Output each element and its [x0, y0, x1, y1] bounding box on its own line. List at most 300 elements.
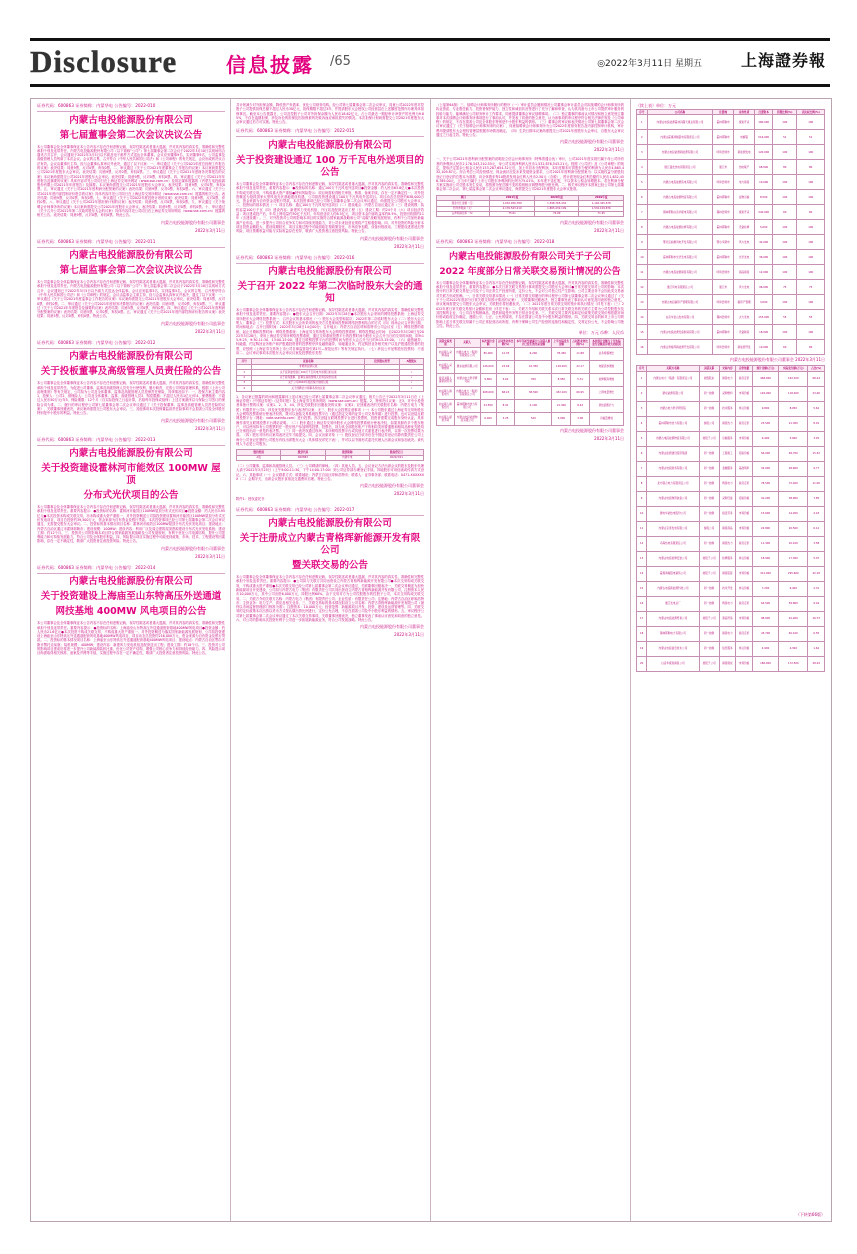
cell-stock-code: 600863 [281, 455, 325, 460]
cell-party: 白音华煤炭销售公司 [647, 656, 699, 671]
cell-content: 信息服务 [719, 641, 736, 656]
cell-voting: 60 [797, 340, 825, 355]
th-actual: 实际发生额(万元) [779, 366, 808, 371]
cell-estimate: 9,800 [752, 401, 778, 416]
masthead-rule-top [30, 38, 830, 41]
masthead-rule-bottom [30, 84, 830, 87]
cell-party: 霍煤鸿骏铝电销售公司 [647, 566, 699, 581]
cell-ratio: 8.91 [496, 399, 515, 412]
article-code-line: 证券代码：600863 证券简称：内蒙华电 公告编号：2022-010 [37, 103, 156, 108]
article-title-line-1: 内蒙古电投能源股份有限公司 [69, 448, 193, 460]
cell-actual: 295,600 [779, 566, 808, 581]
cell-voting: 100 [797, 115, 825, 130]
table-row [637, 130, 825, 145]
cell-v3: 71.95 [579, 211, 624, 216]
column-2 [236, 103, 424, 638]
cell-content: 购售电力 [719, 476, 736, 491]
cell-actual: 48,700 [779, 446, 808, 461]
cell-stake: 100 [773, 220, 797, 235]
article-signature: 内蒙古电投能源股份有限公司董事会 [360, 483, 424, 489]
th-record-date: 股权登记日 [369, 450, 423, 455]
cell-relation: 控股子公司 [699, 551, 719, 566]
cell-party: 内蒙古电投检修安装公司 [647, 551, 699, 566]
cell-voting: 100 [797, 265, 825, 280]
table-row [437, 211, 624, 216]
cell-ratio: 9.44 [808, 596, 825, 611]
cell-party: 霍林郭勒市热力有限公司 [647, 416, 699, 431]
cell-pricing: 招标价格 [736, 446, 753, 461]
article-signature: 内蒙古电投能源股份有限公司董事会 [360, 624, 424, 630]
cell-business: 热电联产 [734, 160, 755, 175]
cell-company: 通辽风电有限责任公司 [647, 280, 712, 295]
cell-no: 17 [637, 611, 647, 626]
cell-relation: 控股子公司 [699, 431, 719, 446]
article-title-line-2: 第七届监事会第二次会议决议公告 [59, 265, 203, 277]
article-body: 本公司董事会及全体董事保证本公告内容不存在任何虚假记载、误导性陈述或者重大遗漏，并对其内容的真实性、准确性和完整性承担个别及连带责任。重要内容提示：●投资标的名称：霍林河市能效区100MW屋顶分布式光伏项目●投资金额：约人民币3.95亿元●本次投资未构成关联交易，亦未构成重大资产重组一、对外投资概述公司拟投资建设霍林河市能效区100MW屋顶分布式光伏发电项目，项目总投资约39,500万元，资金来源为自有资金及银行贷款。本次投资事项已经公司第七届董事会第二次会议审议通过，无需提交股东大会审议。二、投资标的基本情况项目名称：霍林河市能效区100MW屋顶分布式光伏发电项目；建设地点：内蒙古自治区通辽市霍林郭勒市；建设规模：100MW；建设内容：利用厂区及周边建筑屋顶资源建设分布式光伏发电系统；建设工期：约12个月。三、投资对公司的影响本项目符合国家能源发展战略及公司发展规划，有利于优化公司电源结构，提升公司盈利能力和可持续发展能力，符合公司及全体股东利益。四、风险提示项目实施过程中可能受到政策、市场、技术、工程建设等因素影响，存在一定不确定性，敬请广大投资者注意投资风险。特此公告。 [37, 505, 225, 544]
table-row [637, 205, 825, 220]
cell-estimate: 6,400 [752, 431, 778, 446]
table-row [637, 325, 825, 340]
column-rule-1 [230, 99, 231, 1221]
cell-estimate: 126,000 [480, 360, 496, 373]
divider [37, 445, 225, 446]
cell-ytd: 38,500 [515, 386, 552, 399]
article-signature: 内蒙古电投能源股份有限公司董事会 [161, 219, 225, 225]
cell-no: 8 [637, 220, 648, 235]
cell-relation: 同一控制 [699, 641, 719, 656]
article-title-line-2: 关于投板董事及高级管理人员责任险的公告 [40, 366, 222, 378]
cell-stock-name: 内蒙华电 [325, 455, 369, 460]
cell-relation: 同一控制 [699, 446, 719, 461]
cell-a: √ [399, 386, 423, 391]
table-row [637, 190, 825, 205]
cell-relation: 控股子公司 [699, 566, 719, 581]
cell-capital: 180,000 [755, 115, 773, 130]
th-business: 业务性质 [734, 110, 755, 115]
cell-no: 1 [237, 370, 252, 375]
cell-no: 15 [637, 325, 648, 340]
cell-pricing: 协议价格 [736, 641, 753, 656]
cell-estimate: 18,900 [752, 551, 778, 566]
cell-estimate: 6,400 [480, 412, 496, 425]
cell-content: 销售煤炭 [719, 656, 736, 671]
cell-pricing: 协议价格 [736, 581, 753, 596]
cell-relation: 同一控制 [699, 536, 719, 551]
cell-actual: 6,400 [779, 581, 808, 596]
th-ratio: 占比(%) [808, 366, 825, 371]
cell-relation: 控股子公司 [699, 611, 719, 626]
th-no: 序号 [637, 110, 648, 115]
cell-ratio: 5.62 [808, 401, 825, 416]
cell-category: 向关联人提供劳务 [437, 412, 455, 425]
cell-estimate: 43,700 [752, 626, 778, 641]
article-title-line-1: 内蒙古电投能源股份有限公司 [268, 518, 392, 530]
cell-ratio: 12.35 [496, 347, 515, 360]
article-code-line: 证券代码：600863 证券简称：内蒙华电 公告编号：2022-013 [37, 436, 156, 442]
article-date: 2022年3月11日 [594, 147, 624, 153]
cell-stake: 55 [773, 310, 797, 325]
cell-company: 鄂托克前旗风电开发有限公司 [647, 235, 712, 250]
table-row [637, 416, 825, 431]
cell-actual: 40,100 [779, 626, 808, 641]
cell-company: 通辽盛发热电有限责任公司 [647, 160, 712, 175]
cell-voting: 51 [797, 130, 825, 145]
cell-pricing: 政府定价 [736, 536, 753, 551]
article-code-line: 证券代码：600863 证券简称：内蒙华电 公告编号：2022-017 [236, 506, 355, 512]
cell-prior-ratio: 11.88 [571, 347, 590, 360]
cell-content: 销售电力 [719, 626, 736, 641]
cell-no: 3 [237, 380, 252, 385]
article-signature: 内蒙古电投能源股份有限公司董事会 [161, 545, 225, 551]
table-row [637, 235, 825, 250]
cell-category: 接受关联人提供的劳务 [437, 373, 455, 386]
masthead-section-number: /65 [330, 54, 351, 69]
cell-location: 呼和浩特市 [713, 340, 734, 355]
cell-stake: 100 [773, 235, 797, 250]
cell-ytd: 2,100 [515, 399, 552, 412]
cell-estimate: 85,000 [480, 347, 496, 360]
article-signature: 内蒙古电投能源股份有限公司监事会 [161, 320, 225, 326]
article-date: 2022年3月11日 [594, 228, 624, 234]
cell-actual: 118,200 [779, 386, 808, 401]
cell-v3: 1,102,345,678 [579, 201, 624, 206]
cell-proposal: 关于续聘会计师事务所的议案 [252, 386, 365, 391]
cell-stake: 80 [773, 160, 797, 175]
cell-company: 内蒙古电投碳资产管理有限公司 [647, 295, 712, 310]
cell-no: 5 [637, 175, 648, 190]
table-row [637, 340, 825, 355]
divider [37, 247, 225, 248]
cell-category: 向关联人销售电力 [437, 386, 455, 399]
cell-location: 霍林郭勒市 [713, 115, 734, 130]
cell-capital: 5,000 [755, 220, 773, 235]
cell-capital: 3,000 [755, 295, 773, 310]
cell-content: 工程施工 [719, 446, 736, 461]
cell-no: 14 [637, 566, 647, 581]
cell-voting: 100 [797, 250, 825, 265]
cell-v2: 1,865,432,109 [534, 206, 579, 211]
th-no: 序号 [237, 359, 252, 364]
cell-content: 销售商品 [719, 521, 736, 536]
cell-prior-ratio: 3.08 [571, 412, 590, 425]
cell-ratio: 28.44 [808, 656, 825, 671]
table-row [437, 412, 624, 425]
divider [37, 348, 225, 349]
cell-pricing: 协议价格 [736, 401, 753, 416]
article-title-line-3: 暨关联交易的公告 [291, 560, 368, 572]
cell-actual: 172,500 [779, 656, 808, 671]
cell-estimate: 41,200 [752, 491, 778, 506]
cell-business: 风力发电 [734, 280, 755, 295]
cell-content: 采购设备 [719, 491, 736, 506]
cell-relation: 控股股东 [699, 371, 719, 386]
cell-actual: 59,800 [779, 596, 808, 611]
th-proposal: 议案名称 [252, 359, 365, 364]
masthead-paper-name: 上海證券報 [740, 53, 826, 70]
th-voting: 表决权比例(%) [797, 110, 825, 115]
cell-actual: 4,300 [779, 641, 808, 656]
dividend-history-table [436, 195, 624, 218]
cell-no: 13 [637, 551, 647, 566]
cell-business: 光伏发电 [734, 250, 755, 265]
cell-no: 20 [637, 656, 647, 671]
page-continuation-note: （下转第66版） [795, 1212, 825, 1217]
cell-pricing: 政府定价 [736, 626, 753, 641]
cell-no: 7 [637, 205, 648, 220]
th-category: 关联交易类别 [437, 339, 455, 348]
cell-no: 12 [637, 280, 648, 295]
article-code-line: 证券代码：600863 证券简称：内蒙华电 公告编号：2022-015 [236, 128, 355, 134]
cell-no: 11 [637, 521, 647, 536]
record-date-table [236, 449, 424, 461]
cell-stake: 100 [773, 265, 797, 280]
cell-prior-ratio: 22.17 [571, 360, 590, 373]
table-row [637, 521, 825, 536]
table-row [637, 280, 825, 295]
cell-company: 内蒙古电投能源检修有限公司 [647, 220, 712, 235]
continued-text-top: 共计划减少对外担保金额、降低资产负债率、优化公司财务结构。经公司第七届董事会第二次会议审议，同意公司2022年度对控股子公司提供担保总额不超过人民币30亿元，担保期限不超过3年，并提请股东大会授权公司经营层在上述额度范围内办理具体担保事宜。截至本公告披露日，公司及控股子公司对外担保余额为人民币18.62亿元，占公司最近一期经审计净资产的比例为9.85%，不存在逾期担保、涉及诉讼的担保及因担保被判决败诉而应承担损失的情况。本次担保计划尚需提交公司2021年度股东大会审议通过后方可实施。特此公告。 [236, 103, 424, 125]
table-row [637, 506, 825, 521]
cell-party: 蒙电华能热电股份公司 [647, 506, 699, 521]
cell-actual: 91,200 [779, 611, 808, 626]
cell-ytd: 10,350 [515, 360, 552, 373]
article-auditor-reappointment-continued [436, 103, 624, 153]
article-title-line-1: 内蒙古电投能源股份有限公司 [268, 266, 392, 278]
cell-prior: 5,900 [552, 412, 571, 425]
cell-prior: 8,950 [552, 373, 571, 386]
cell-stake: 100 [773, 145, 797, 160]
article-title-line-2: 关于投资建设霍林河市能效区 100MW 屋顶 [41, 463, 221, 487]
cell-actual: 21,300 [779, 416, 808, 431]
divider [236, 515, 424, 516]
cell-company: 内蒙古电投能源销售有限公司 [647, 265, 712, 280]
cell-actual: 5,900 [779, 431, 808, 446]
th-reason: 本次预计金额与上年实际发生金额差异较大的原因 [589, 339, 623, 348]
article-signature: 内蒙古电投能源股份有限公司董事会 [560, 427, 624, 433]
cell-company: 霍林郭勒市光伏发电有限公司 [647, 250, 712, 265]
table-row [637, 401, 825, 416]
article-title-line-2: 关于召开 2022 年第二次临时股东大会的通知 [237, 281, 423, 305]
cell-pricing: 基准利率 [736, 461, 753, 476]
cell-location: 霍林郭勒市 [713, 190, 734, 205]
th-relation: 关联关系 [699, 366, 719, 371]
table-row [437, 373, 624, 386]
cell-ratio: 16.73 [808, 611, 825, 626]
article-title-line-3: 网技基地 400MW 风电项目的公告 [55, 606, 207, 618]
cell-party: 内蒙古电投新能源科技公司 [647, 581, 699, 596]
cell-content: 采购燃料 [719, 386, 736, 401]
cell-pricing: 政府定价 [736, 416, 753, 431]
cell-company: 内蒙古青格珲新能源开发有限公司 [647, 340, 712, 355]
th-shareholder-type: 投票股东类型 [365, 359, 400, 364]
cell-content: 检修服务 [719, 551, 736, 566]
cell-company: 内蒙古霍煤鸿骏铝电有限责任公司 [647, 130, 712, 145]
article-do-insurance [37, 340, 225, 432]
article-title-line-2: 2022 年度部分日常关联交易预计情况的公告 [439, 266, 621, 277]
article-new-subsidiary [236, 507, 424, 639]
cell-stake: 100 [773, 175, 797, 190]
table-row [637, 596, 825, 611]
cell-content: 销售电力 [719, 371, 736, 386]
cell-company: 内蒙古电投能源物流有限公司 [647, 190, 712, 205]
cell-stake: 100 [773, 115, 797, 130]
table-row [437, 360, 624, 373]
table-row [637, 386, 825, 401]
cell-capital: 12,000 [755, 265, 773, 280]
cell-party: 内蒙古京泰发电有限公司 [647, 521, 699, 536]
cell-ratio: 6.55 [808, 626, 825, 641]
cell-stake: 60 [773, 205, 797, 220]
article-title-line-1: 内蒙古电投能源股份有限公司 [268, 139, 392, 151]
cell-party: 内蒙古电投能源贸易公司 [647, 611, 699, 626]
cell-relation: 同一控制 [699, 596, 719, 611]
cell-location: 呼和浩特市 [713, 265, 734, 280]
th-stock-code: 股票代码 [281, 450, 325, 455]
cell-relation: 同一控制 [699, 581, 719, 596]
article-related-party-transactions [436, 239, 624, 442]
column-4 [636, 103, 825, 672]
cell-v1: 1,632,456,789 [490, 201, 535, 206]
cell-party: 内蒙古电投能源物流有限公司 [647, 431, 699, 446]
cell-stake: 100 [773, 295, 797, 310]
cell-content: 运输服务 [719, 431, 736, 446]
cell-content: 销售铝锭 [719, 566, 736, 581]
table-row [637, 431, 825, 446]
cell-pricing: 市场价格 [736, 386, 753, 401]
cell-content: 销售热力 [719, 536, 736, 551]
cell-actual: 38,900 [779, 491, 808, 506]
cell-ratio: 3.58 [808, 536, 825, 551]
cell-proposal: 关于投资建设通辽100万千瓦风电外送项目的议案 [252, 370, 365, 375]
cell-business: 新能源发电 [734, 145, 755, 160]
cell-no: 6 [637, 190, 648, 205]
cell-voting: 100 [797, 295, 825, 310]
article-date: 2022年3月11日 [195, 227, 225, 233]
cell-relation: 同一控制 [699, 461, 719, 476]
table-row [637, 265, 825, 280]
th-ratio: 占同类业务比例(%) [497, 339, 514, 347]
cell-no: 2 [637, 130, 648, 145]
cell-party: 内蒙古能源建设投资集团 [647, 446, 699, 461]
cell-pricing: 市场价格 [736, 566, 753, 581]
article-date: 2022年3月11日 [195, 425, 225, 431]
cell-reason: 检修服务增加 [589, 373, 623, 386]
cell-ratio: 2.31 [808, 581, 825, 596]
cell-party: 内蒙古电力（集团）有限责任公司 [647, 371, 699, 386]
cell-estimate: 9,800 [480, 373, 496, 386]
cell-content: 购售电力 [719, 596, 736, 611]
cell-category: 向关联人销售热力 [437, 399, 455, 412]
masthead [30, 38, 830, 86]
cell-capital: 96,000 [755, 280, 773, 295]
article-title-line-2: 关于注册成立内蒙古青格珲新能源开发有限公司 [239, 533, 421, 557]
cell-no: 8 [637, 476, 647, 491]
cell-no: 10 [637, 506, 647, 521]
cell-actual: 72,400 [779, 476, 808, 491]
article-body-3: （二）公司董事、监事和高级管理人员。（三）公司聘请的律师。（四）其他人员。五、会议登记方法出席会议的股东及股东代理人请于2022年3月25日（上午9:00-11:30，下午14:00-17:00）到公司证券部办理登记手续。异地股东可用信函或传真方式登记。六、其他事项（一）会议联系方式：联系地址：内蒙古自治区呼和浩特市；联系人：证券事务部；联系电话：0471-XXXXXXX（二）会期半天，出席会议股东食宿及交通费用自理。特此公告。 [236, 464, 424, 482]
column-rule-3 [630, 99, 631, 1221]
cell-voting: 60 [797, 205, 825, 220]
masthead-disclosure-title: Disclosure [30, 44, 178, 79]
column-3 [436, 103, 624, 442]
cell-no: 3 [637, 145, 648, 160]
th-estimate: 预计金额(万元) [752, 366, 778, 371]
table-row [237, 455, 424, 460]
cell-location: 锡林浩特市 [713, 310, 734, 325]
cell-stake: 60 [773, 340, 797, 355]
divider [236, 136, 424, 137]
cell-no: 12 [637, 536, 647, 551]
masthead-date: ◎2022年3月11日 星期五 [597, 59, 702, 69]
cell-ratio: 5.62 [496, 373, 515, 386]
th-location: 注册地 [713, 110, 734, 115]
table-header-row [437, 339, 624, 348]
cell-estimate: 32,000 [752, 461, 778, 476]
cell-party: 内蒙古电力科学研究院 [647, 401, 699, 416]
cell-pricing: 招标价格 [736, 491, 753, 506]
cell-a: √ [399, 380, 423, 385]
cell-pricing: 政府定价 [736, 476, 753, 491]
cell-proposal: 关于投保董事、监事及高级管理人员责任险的议案 [252, 375, 365, 380]
cell-no: 13 [637, 295, 648, 310]
cell-voting: 100 [797, 235, 825, 250]
cell-actual: 432,100 [779, 371, 808, 386]
cell-company: 内蒙古电投能源新能源有限公司 [647, 145, 712, 160]
divider [37, 573, 225, 574]
cell-v1: 75.01 [490, 211, 535, 216]
cell-location: 霍林郭勒市 [713, 325, 734, 340]
th-company: 公司名称 [647, 110, 712, 115]
article-code-line: 证券代码：600863 证券简称：内蒙华电 公告编号：2022-014 [37, 564, 156, 570]
cell-no: 1 [637, 371, 647, 386]
cell-relation: 同一控制 [699, 386, 719, 401]
table-row [637, 551, 825, 566]
cell-item: 现金分红金额（元） [437, 201, 490, 206]
cell-content: 销售热力 [719, 416, 736, 431]
cell-relation: 参股公司 [699, 521, 719, 536]
cell-voting: 100 [797, 175, 825, 190]
table-row [437, 399, 624, 412]
cell-no: 19 [637, 641, 647, 656]
cell-voting: 100 [797, 325, 825, 340]
related-party-transaction-table [436, 338, 624, 426]
cell-stake: 75 [773, 280, 797, 295]
cell-party: 通辽发电总厂 [647, 596, 699, 611]
cell-prior: 118,200 [552, 360, 571, 373]
article-date: 2022年3月11日 [195, 553, 225, 559]
table-row [637, 145, 825, 160]
cell-estimate: 78,500 [752, 476, 778, 491]
cell-prior-ratio: 66.95 [571, 386, 590, 399]
th-stake: 持股比例(%) [773, 110, 797, 115]
cell-location: 霍林郭勒市 [713, 250, 734, 265]
cell-prior: 78,456 [552, 347, 571, 360]
cell-reason: 上网电量增长 [589, 386, 623, 399]
cell-content: 接受劳务 [719, 506, 736, 521]
th-estimate: 本次预计金额 [481, 339, 495, 347]
cell-category: 向关联人采购燃料 [437, 360, 455, 373]
cell-no: 14 [637, 310, 648, 325]
cell-company: 内蒙古电投能源售电有限公司 [647, 175, 712, 190]
table-row [637, 491, 825, 506]
cell-no: 3 [637, 401, 647, 416]
cell-proposal: 非累积投票议案 [252, 364, 365, 369]
cell-ratio: 15.32 [808, 446, 825, 461]
cell-ratio: 3.25 [808, 431, 825, 446]
cell-estimate: 4,900 [752, 641, 778, 656]
cell-relation: 同一控制 [699, 506, 719, 521]
th-content: 交易内容 [719, 366, 736, 371]
